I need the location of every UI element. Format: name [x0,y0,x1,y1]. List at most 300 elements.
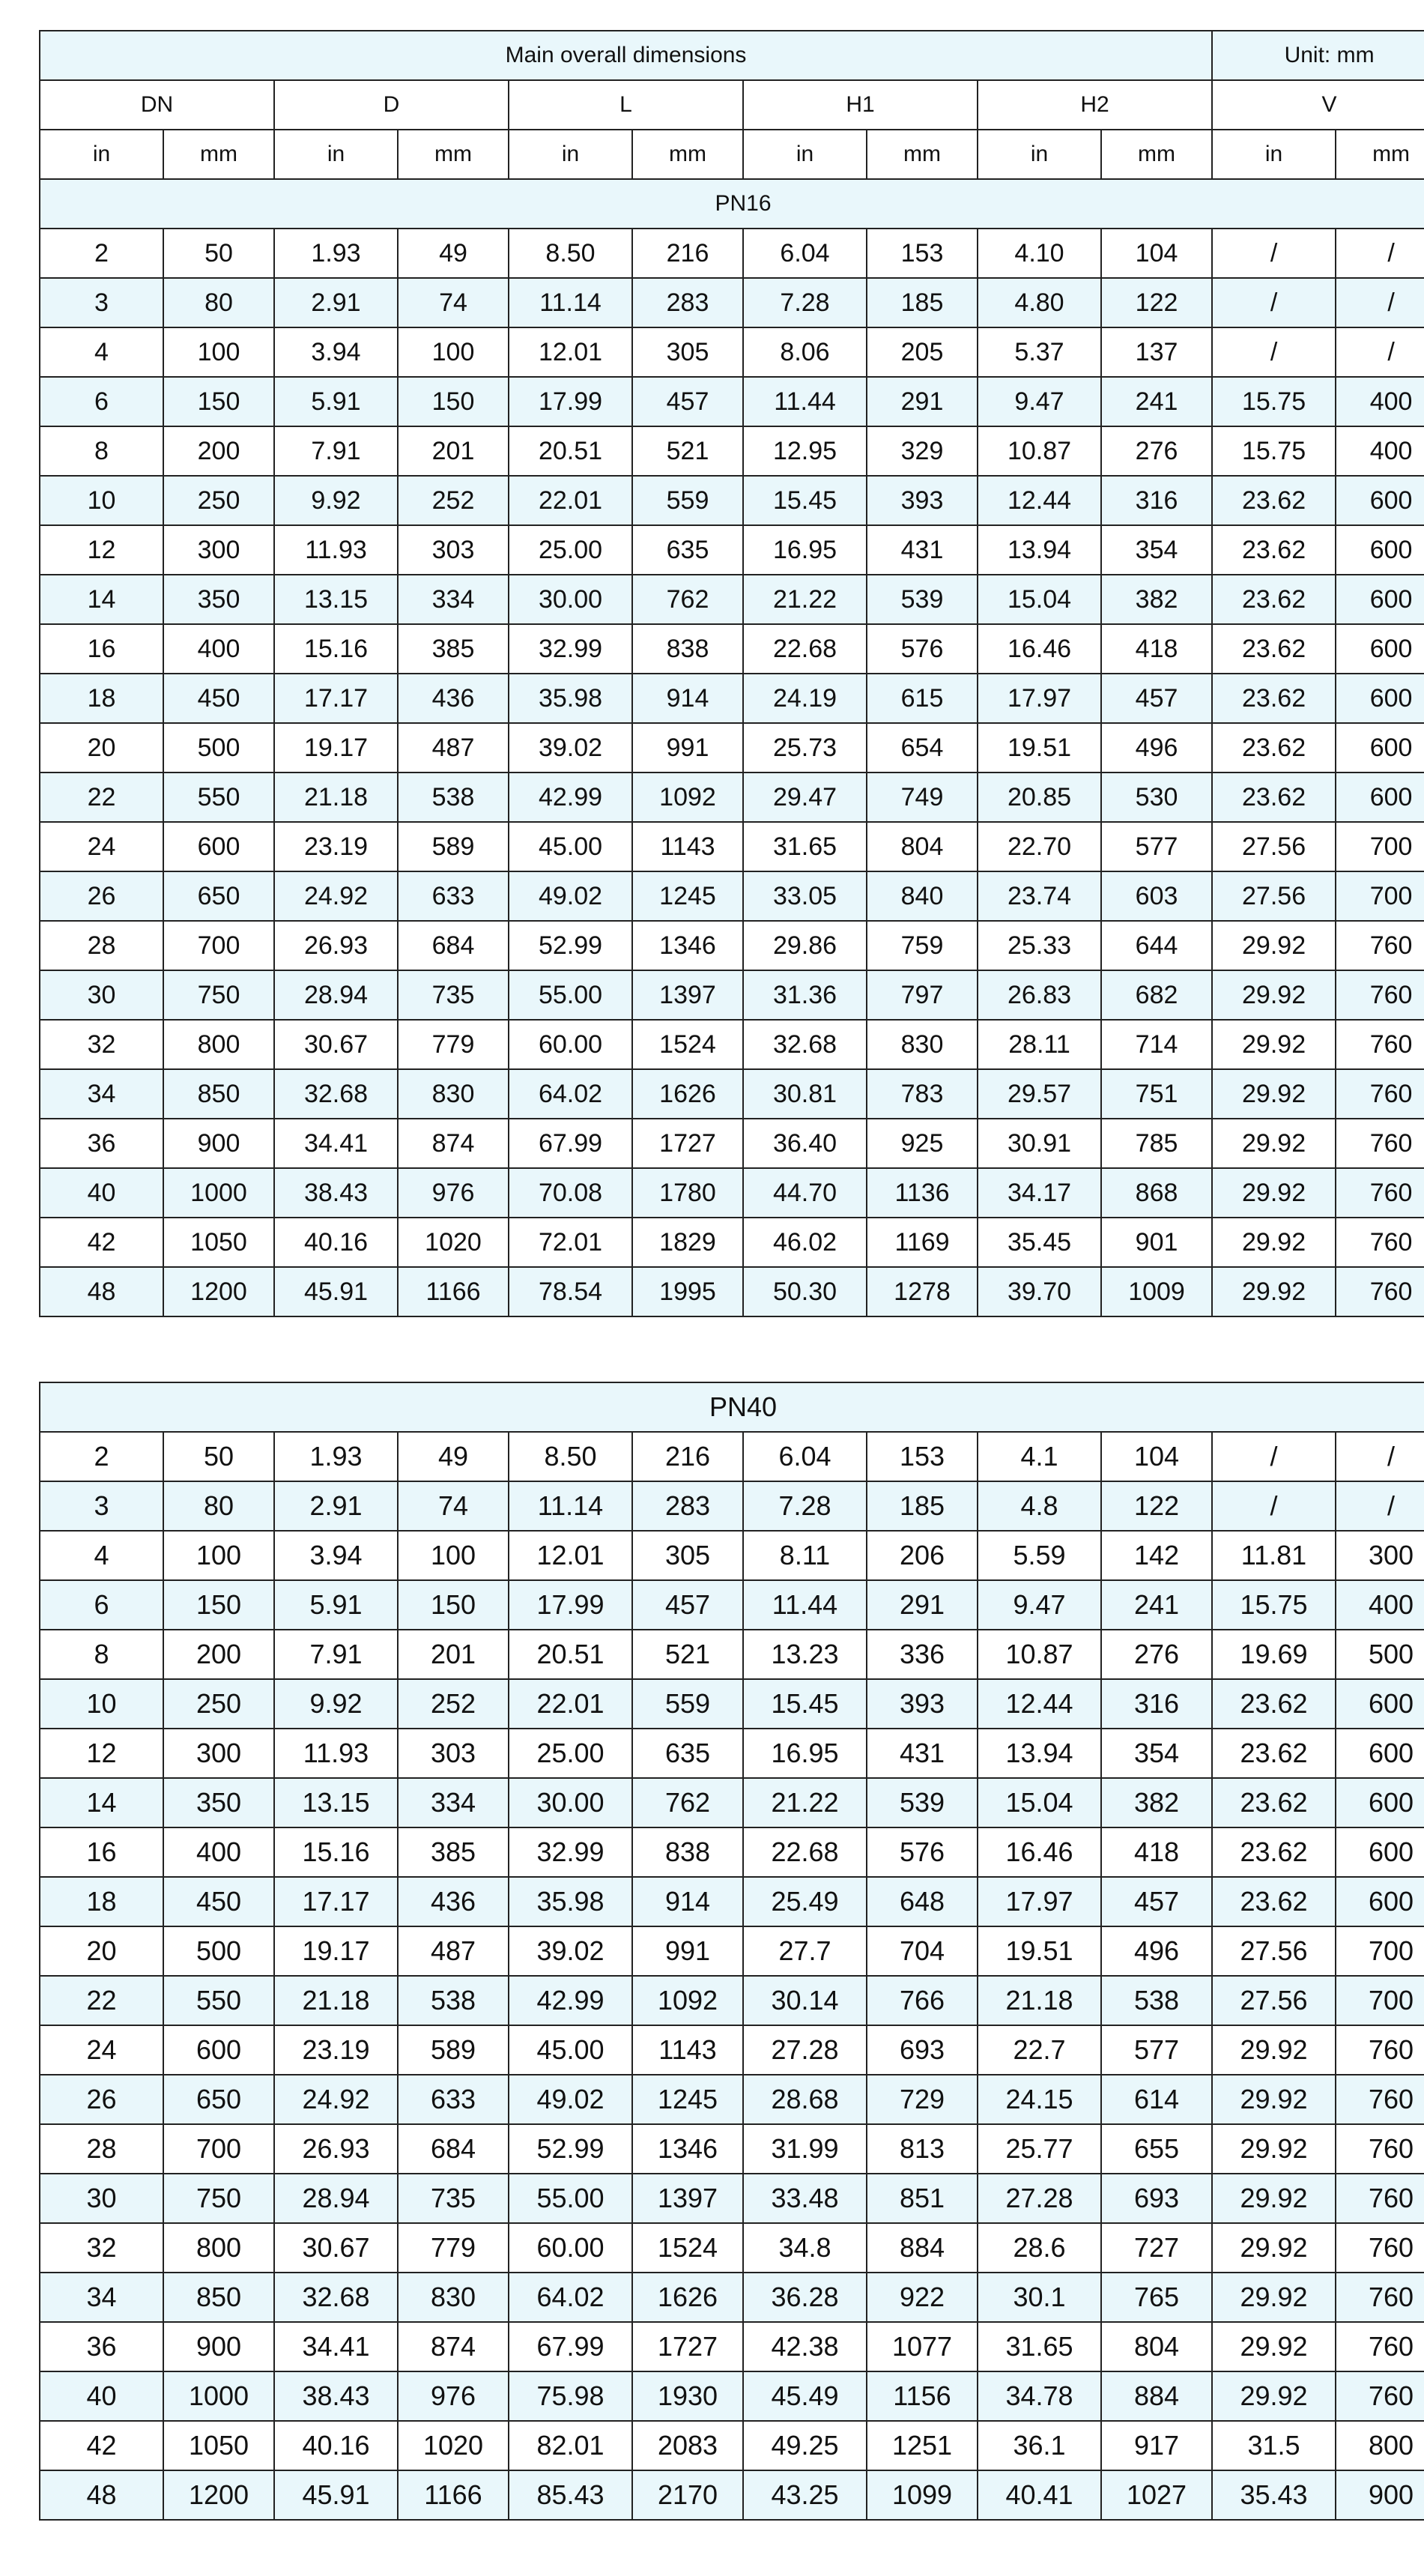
table-cell: 31.36 [743,970,867,1020]
unit-header-cell: mm [163,130,274,179]
table-cell: 457 [1101,1877,1212,1926]
table-cell: 32.68 [274,2273,398,2322]
table-cell: 6 [40,1580,163,1630]
table-cell: 24.92 [274,2075,398,2124]
table-row [40,1481,1424,1531]
table-cell: 13.94 [978,1729,1101,1778]
header-l: L [509,80,743,130]
table-cell: 550 [163,773,274,822]
table-cell: 45.91 [274,2470,398,2520]
table-cell: 559 [632,1679,743,1729]
table-cell: 3 [40,1481,163,1531]
table-cell: 450 [163,1877,274,1926]
table-cell: 15.04 [978,575,1101,624]
table-cell: 3.94 [274,327,398,377]
table-cell: 457 [632,1580,743,1630]
table-cell: 200 [163,426,274,476]
table-cell: 23.19 [274,2025,398,2075]
table-cell: 760 [1336,2223,1424,2273]
table-cell: 23.62 [1212,723,1336,773]
table-cell: 85.43 [509,2470,632,2520]
table-cell: 150 [398,377,509,426]
table-cell: 914 [632,1877,743,1926]
table-cell: 700 [1336,871,1424,921]
table-cell: 17.99 [509,1580,632,1630]
table-cell: 11.44 [743,1580,867,1630]
table-cell: 1050 [163,1218,274,1267]
table-cell: 27.56 [1212,1976,1336,2025]
table-cell: 28.6 [978,2223,1101,2273]
table-cell: 17.99 [509,377,632,426]
table-cell: 600 [163,2025,274,2075]
table-row [40,278,1424,327]
table-cell: 1092 [632,773,743,822]
table-row [40,1679,1424,1729]
table-row [40,970,1424,1020]
table-cell: 840 [867,871,978,921]
table-cell: 46.02 [743,1218,867,1267]
table-row [40,1267,1424,1316]
table-cell: 4.1 [978,1432,1101,1481]
table-cell: 29.92 [1212,2025,1336,2075]
table-cell: 2 [40,229,163,278]
table-cell: 1000 [163,2371,274,2421]
table-cell: 4.8 [978,1481,1101,1531]
table-cell: 72.01 [509,1218,632,1267]
table-cell: 418 [1101,1827,1212,1877]
table-cell: 153 [867,229,978,278]
table-cell: 42 [40,1218,163,1267]
table-cell: 797 [867,970,978,1020]
table-cell: 635 [632,525,743,575]
table-cell: 9.47 [978,1580,1101,1630]
table-cell: 29.57 [978,1069,1101,1119]
table-cell: 10.87 [978,1630,1101,1679]
table-row [40,327,1424,377]
table-cell: 36.40 [743,1119,867,1168]
table-cell: 900 [1336,2470,1424,2520]
table-cell: 22.01 [509,1679,632,1729]
table-cell: 500 [1336,1630,1424,1679]
table-cell: 22.7 [978,2025,1101,2075]
table-cell: 52.99 [509,921,632,970]
table-cell: 884 [1101,2371,1212,2421]
table-cell: 49 [398,229,509,278]
table-cell: 804 [1101,2322,1212,2371]
table-cell: 25.00 [509,1729,632,1778]
table-cell: 291 [867,377,978,426]
table-cell: 700 [163,2124,274,2174]
table-cell: 750 [163,2174,274,2223]
table-cell: 760 [1336,921,1424,970]
table-cell: 100 [163,327,274,377]
table-cell: 29.92 [1212,1267,1336,1316]
table-cell: 704 [867,1926,978,1976]
table-cell: 648 [867,1877,978,1926]
table-cell: 205 [867,327,978,377]
table-row [40,1630,1424,1679]
table-cell: 15.45 [743,1679,867,1729]
table-row [40,377,1424,426]
table-cell: 28.11 [978,1020,1101,1069]
table-cell: 34.41 [274,1119,398,1168]
table-cell: 38.43 [274,1168,398,1218]
table-cell: 36 [40,1119,163,1168]
table-cell: 901 [1101,1218,1212,1267]
table-cell: 12.44 [978,1679,1101,1729]
table-cell: 27.56 [1212,822,1336,871]
table-row [40,229,1424,278]
table-cell: 316 [1101,1679,1212,1729]
table-title: Main overall dimensions [40,31,1212,80]
table-cell: 976 [398,2371,509,2421]
table-cell: 976 [398,1168,509,1218]
table-cell: 5.59 [978,1531,1101,1580]
section-label-pn16: PN16 [40,179,1424,229]
table-cell: 15.75 [1212,426,1336,476]
table-cell: 11.14 [509,278,632,327]
table-cell: 31.99 [743,2124,867,2174]
table-cell: 766 [867,1976,978,2025]
table-cell: 303 [398,525,509,575]
table-cell: 33.48 [743,2174,867,2223]
table-cell: 104 [1101,229,1212,278]
table-cell: 28.68 [743,2075,867,2124]
table-cell: 830 [867,1020,978,1069]
table-cell: 614 [1101,2075,1212,2124]
table-cell: 576 [867,1827,978,1877]
table-cell: 760 [1336,2025,1424,2075]
table-cell: 50 [163,229,274,278]
table-cell: 1397 [632,2174,743,2223]
table-row [40,1877,1424,1926]
table-cell: 2.91 [274,278,398,327]
table-cell: 700 [1336,1976,1424,2025]
table-cell: 925 [867,1119,978,1168]
table-cell: 34.8 [743,2223,867,2273]
table-cell: 28 [40,921,163,970]
table-row [40,575,1424,624]
table-row [40,1778,1424,1827]
table-cell: 27.56 [1212,871,1336,921]
table-cell: 600 [1336,1877,1424,1926]
table-cell: 550 [163,1976,274,2025]
table-cell: 13.94 [978,525,1101,575]
table-cell: 291 [867,1580,978,1630]
table-cell: 39.02 [509,723,632,773]
table-cell: 600 [1336,1827,1424,1877]
table-cell: 600 [1336,476,1424,525]
table-row [40,2025,1424,2075]
table-cell: 29.92 [1212,2371,1336,2421]
table-cell: 49.02 [509,871,632,921]
table-row [40,1580,1424,1630]
table-cell: 45.00 [509,822,632,871]
table-cell: 283 [632,278,743,327]
table-row [40,1432,1424,1481]
table-cell: 42.38 [743,2322,867,2371]
table-cell: 1995 [632,1267,743,1316]
table-cell: 5.37 [978,327,1101,377]
table-cell: 644 [1101,921,1212,970]
table-cell: 250 [163,476,274,525]
table-cell: 385 [398,1827,509,1877]
table-cell: 8.11 [743,1531,867,1580]
table-cell: 31.65 [743,822,867,871]
table-cell: 1099 [867,2470,978,2520]
table-cell: 1397 [632,970,743,1020]
table-cell: 735 [398,2174,509,2223]
table-cell: 496 [1101,1926,1212,1976]
table-cell: 2.91 [274,1481,398,1531]
table-cell: 1009 [1101,1267,1212,1316]
table-cell: 8 [40,1630,163,1679]
table-cell: 300 [1336,1531,1424,1580]
table-cell: 400 [1336,377,1424,426]
table-cell: 25.00 [509,525,632,575]
table-cell: 874 [398,2322,509,2371]
table-cell: 521 [632,426,743,476]
table-cell: 241 [1101,1580,1212,1630]
table-cell: 8.50 [509,1432,632,1481]
table-cell: 539 [867,1778,978,1827]
table-cell: 7.28 [743,1481,867,1531]
table-cell: 24.92 [274,871,398,921]
table-cell: / [1336,229,1424,278]
table-cell: 12.44 [978,476,1101,525]
table-row [40,2174,1424,2223]
table-cell: 1166 [398,2470,509,2520]
table-cell: 30.00 [509,1778,632,1827]
table-cell: 50 [163,1432,274,1481]
table-cell: 11.93 [274,1729,398,1778]
table-cell: 9.47 [978,377,1101,426]
table-cell: 122 [1101,1481,1212,1531]
table-row [40,1827,1424,1877]
table-cell: 538 [398,1976,509,2025]
table-cell: 1169 [867,1218,978,1267]
table-cell: 10.87 [978,426,1101,476]
table-cell: 35.45 [978,1218,1101,1267]
table-cell: 32.99 [509,1827,632,1877]
table-cell: 29.92 [1212,2223,1336,2273]
table-cell: 1524 [632,2223,743,2273]
table-cell: 14 [40,575,163,624]
table-cell: 75.98 [509,2371,632,2421]
table-cell: 27.56 [1212,1926,1336,1976]
table-cell: 762 [632,575,743,624]
table-cell: 20 [40,723,163,773]
table-cell: / [1212,229,1336,278]
table-cell: 400 [163,1827,274,1877]
table-cell: 329 [867,426,978,476]
table-cell: 20.51 [509,426,632,476]
table-cell: 28.94 [274,2174,398,2223]
table-cell: 48 [40,1267,163,1316]
table-cell: 917 [1101,2421,1212,2470]
table-cell: 760 [1336,2124,1424,2174]
table-cell: 900 [163,2322,274,2371]
table-cell: 30.1 [978,2273,1101,2322]
table-cell: 900 [163,1119,274,1168]
table-cell: 22 [40,773,163,822]
table-cell: 400 [163,624,274,674]
table-cell: 28 [40,2124,163,2174]
table-cell: 4.80 [978,278,1101,327]
table-cell: 30 [40,2174,163,2223]
table-cell: 700 [163,921,274,970]
table-cell: 589 [398,822,509,871]
table-cell: 16.95 [743,525,867,575]
table-cell: / [1336,1481,1424,1531]
table-cell: 23.62 [1212,575,1336,624]
table-row [40,1926,1424,1976]
table-cell: 457 [632,377,743,426]
table-cell: 29.92 [1212,2174,1336,2223]
header-d: D [274,80,509,130]
table-cell: 991 [632,723,743,773]
table-cell: 4 [40,327,163,377]
table-cell: 1930 [632,2371,743,2421]
unit-label: Unit: mm [1212,31,1424,80]
table-cell: 22 [40,1976,163,2025]
pn40-dimensions-table [39,1382,1424,2521]
table-cell: 24 [40,822,163,871]
table-cell: 45.00 [509,2025,632,2075]
table-cell: 1027 [1101,2470,1212,2520]
table-cell: 8.50 [509,229,632,278]
table-cell: 18 [40,674,163,723]
table-cell: 783 [867,1069,978,1119]
table-cell: 29.92 [1212,1218,1336,1267]
table-cell: 34 [40,2273,163,2322]
table-cell: 2 [40,1432,163,1481]
table-cell: 276 [1101,426,1212,476]
table-cell: 23.62 [1212,1729,1336,1778]
table-cell: 1.93 [274,1432,398,1481]
table-cell: 11.44 [743,377,867,426]
table-cell: 714 [1101,1020,1212,1069]
table-cell: 80 [163,278,274,327]
table-cell: 487 [398,1926,509,1976]
table-cell: 12.01 [509,327,632,377]
table-row [40,1976,1424,2025]
table-cell: 785 [1101,1119,1212,1168]
table-cell: 762 [632,1778,743,1827]
table-cell: 589 [398,2025,509,2075]
table-cell: 760 [1336,2075,1424,2124]
table-cell: 350 [163,575,274,624]
table-cell: 45.49 [743,2371,867,2421]
table-row [40,674,1424,723]
table-cell: 735 [398,970,509,1020]
table-cell: 24.19 [743,674,867,723]
table-cell: 30 [40,970,163,1020]
table-cell: 19.51 [978,1926,1101,1976]
table-cell: 39.02 [509,1926,632,1976]
table-cell: 1.93 [274,229,398,278]
table-cell: 29.92 [1212,1119,1336,1168]
table-cell: 400 [1336,1580,1424,1630]
table-cell: 26 [40,2075,163,2124]
table-cell: 800 [163,2223,274,2273]
table-cell: 31.65 [978,2322,1101,2371]
table-cell: 29.92 [1212,2273,1336,2322]
table-cell: 576 [867,624,978,674]
table-cell: 25.73 [743,723,867,773]
table-cell: 60.00 [509,1020,632,1069]
table-cell: 521 [632,1630,743,1679]
table-cell: 100 [163,1531,274,1580]
table-cell: 30.14 [743,1976,867,2025]
table-cell: 122 [1101,278,1212,327]
table-cell: 30.67 [274,2223,398,2273]
table-cell: 241 [1101,377,1212,426]
table-cell: 216 [632,229,743,278]
table-cell: 14 [40,1778,163,1827]
table-cell: 750 [163,970,274,1020]
table-cell: 35.98 [509,1877,632,1926]
table-row [40,871,1424,921]
table-cell: 684 [398,921,509,970]
table-cell: 44.70 [743,1168,867,1218]
table-cell: 3 [40,278,163,327]
table-cell: 250 [163,1679,274,1729]
table-row [40,822,1424,871]
table-cell: 305 [632,1531,743,1580]
table-cell: 12.01 [509,1531,632,1580]
table-cell: 431 [867,525,978,575]
table-cell: 15.75 [1212,1580,1336,1630]
table-cell: 216 [632,1432,743,1481]
table-cell: 64.02 [509,1069,632,1119]
table-cell: 914 [632,674,743,723]
unit-header-cell: mm [1101,130,1212,179]
table-cell: 600 [1336,674,1424,723]
table-cell: 760 [1336,1218,1424,1267]
table-cell: 336 [867,1630,978,1679]
table-cell: 38.43 [274,2371,398,2421]
table-cell: 874 [398,1119,509,1168]
table-cell: 1278 [867,1267,978,1316]
table-cell: 868 [1101,1168,1212,1218]
unit-header-cell: mm [1336,130,1424,179]
table-cell: 7.91 [274,1630,398,1679]
table-cell: 23.62 [1212,1778,1336,1827]
table-cell: 20.85 [978,773,1101,822]
table-cell: 760 [1336,1267,1424,1316]
table-cell: 577 [1101,822,1212,871]
table-cell: 779 [398,1020,509,1069]
table-cell: 30.67 [274,1020,398,1069]
table-cell: 1245 [632,871,743,921]
table-cell: 19.17 [274,1926,398,1976]
table-cell: 684 [398,2124,509,2174]
table-cell: 779 [398,2223,509,2273]
table-cell: 25.33 [978,921,1101,970]
table-cell: 40 [40,1168,163,1218]
table-cell: 23.62 [1212,1679,1336,1729]
table-cell: 40.16 [274,2421,398,2470]
table-cell: 8 [40,426,163,476]
table-cell: 600 [1336,525,1424,575]
table-cell: 760 [1336,2174,1424,2223]
table-cell: 30.81 [743,1069,867,1119]
table-cell: 29.92 [1212,970,1336,1020]
table-cell: 29.92 [1212,2075,1336,2124]
table-cell: 300 [163,1729,274,1778]
table-row [40,2322,1424,2371]
